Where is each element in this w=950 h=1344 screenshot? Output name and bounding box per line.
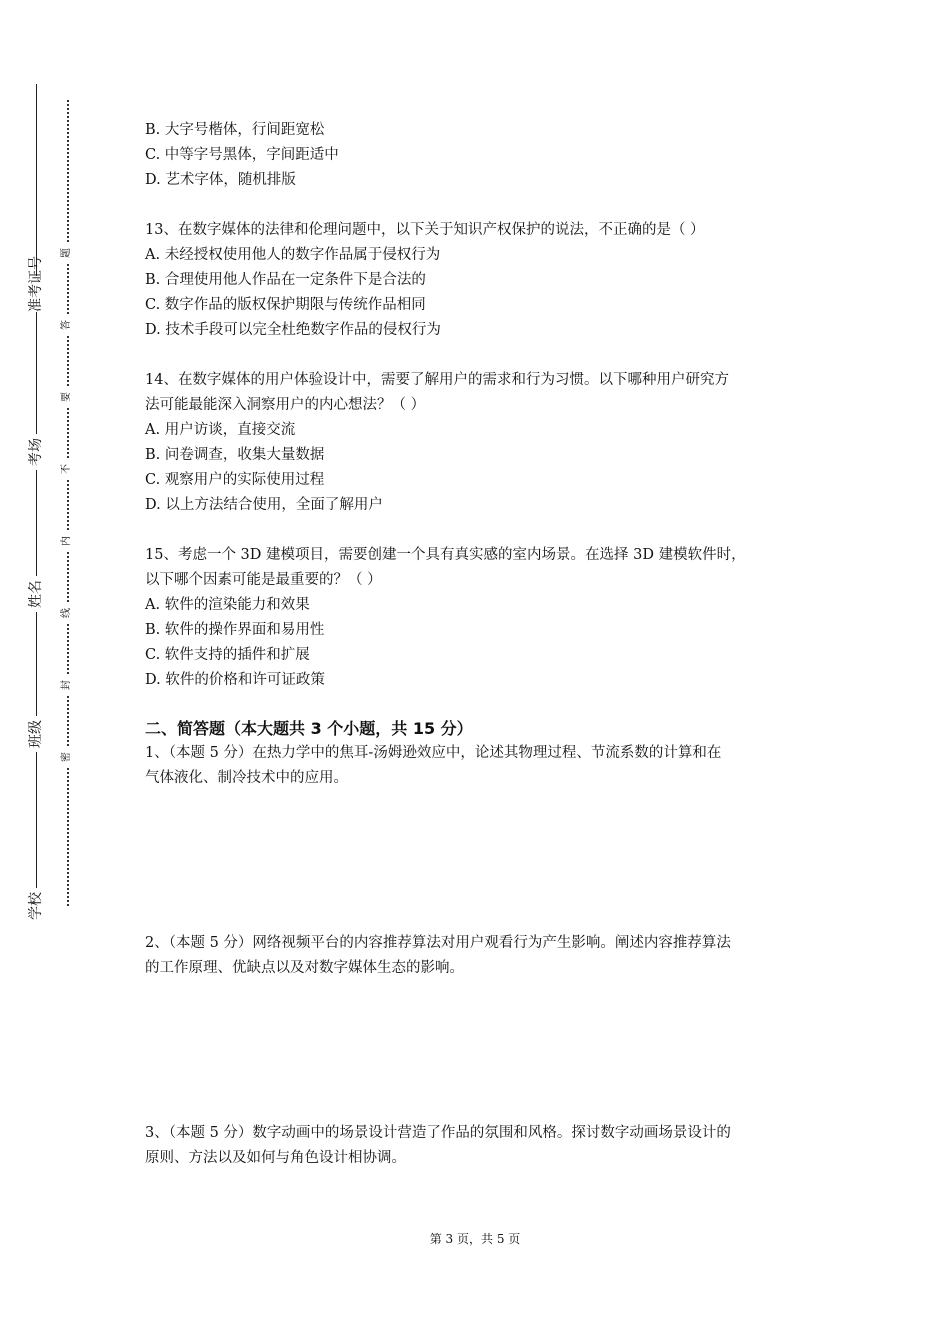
exam-room-label: 考场 [18,434,54,470]
q13-option-c: C. 数字作品的版权保护期限与传统作品相同 [145,297,426,313]
q13-option-a: A. 未经授权使用他人的数字作品属于侵权行为 [145,247,441,263]
seal-char: 不 [58,460,76,478]
seal-char: 答 [58,316,76,334]
short-answer-1 [145,741,825,791]
q12-options [145,118,825,193]
q12-option-d: D. 艺术字体，随机排版 [145,172,296,188]
name-label: 姓名 [18,576,54,612]
q14-option-b: B. 问卷调查，收集大量数据 [145,447,325,463]
sa2-line: 2、（本题 5 分）网络视频平台的内容推荐算法对用户观看行为产生影响。阐述内容推荐算法 [145,935,731,951]
class-label: 班级 [18,716,54,752]
school-label: 学校 [18,888,54,924]
q15-option-c: C. 软件支持的插件和扩展 [145,647,310,663]
q15-stem-line: 15、考虑一个 3D 建模项目，需要创建一个具有真实感的室内场景。在选择 3D 建模软件时， [145,547,746,563]
sa2-line: 的工作原理、优缺点以及对数字媒体生态的影响。 [145,960,464,976]
q14-stem-line: 法可能最能深入洞察用户的内心想法？（ ） [145,397,426,413]
q12-option-b: B. 大字号楷体，行间距宽松 [145,122,325,138]
seal-char: 要 [58,388,76,406]
question-15 [145,543,825,693]
info-line [36,84,37,920]
short-answer-2 [145,931,825,981]
sa1-line: 1、（本题 5 分）在热力学中的焦耳-汤姆逊效应中，论述其物理过程、节流系数的计算和在 [145,745,722,761]
short-answer-3 [145,1121,825,1171]
exam-content [145,118,825,1171]
q14-option-a: A. 用户访谈，直接交流 [145,422,296,438]
q13-stem: 13、在数字媒体的法律和伦理问题中，以下关于知识产权保护的说法，不正确的是（ ） [145,222,705,238]
q14-stem-line: 14、在数字媒体的用户体验设计中，需要了解用户的需求和行为习惯。以下哪种用户研究方 [145,372,729,388]
seal-char: 题 [58,244,76,262]
answer-space[interactable] [145,791,825,931]
q12-option-c: C. 中等字号黑体，字间距适中 [145,147,339,163]
q14-option-c: C. 观察用户的实际使用过程 [145,472,325,488]
seal-char: 线 [58,604,76,622]
q15-option-b: B. 软件的操作界面和易用性 [145,622,325,638]
q15-option-d: D. 软件的价格和许可证政策 [145,672,325,688]
q13-option-b: B. 合理使用他人作品在一定条件下是合法的 [145,272,426,288]
answer-space[interactable] [145,981,825,1121]
q15-stem-line: 以下哪个因素可能是最重要的？（ ） [145,572,382,588]
question-14 [145,368,825,518]
exam-id-label: 准考证号 [18,276,54,312]
binding-margin [0,0,100,1344]
q13-option-d: D. 技术手段可以完全杜绝数字作品的侵权行为 [145,322,441,338]
question-13 [145,218,825,343]
sa3-line: 原则、方法以及如何与角色设计相协调。 [145,1150,406,1166]
q15-option-a: A. 软件的渲染能力和效果 [145,597,310,613]
seal-char: 密 [58,748,76,766]
seal-dotted-line [67,100,69,906]
q14-option-d: D. 以上方法结合使用，全面了解用户 [145,497,383,513]
sa3-line: 3、（本题 5 分）数字动画中的场景设计营造了作品的氛围和风格。探讨数字动画场景设计的 [145,1125,731,1141]
seal-char: 内 [58,532,76,550]
seal-char: 封 [58,676,76,694]
section-2-title: 二、简答题（本大题共 3 个小题，共 15 分） [145,719,473,738]
sa1-line: 气体液化、制冷技术中的应用。 [145,770,348,786]
page-footer: 第 3 页，共 5 页 [429,1232,521,1246]
